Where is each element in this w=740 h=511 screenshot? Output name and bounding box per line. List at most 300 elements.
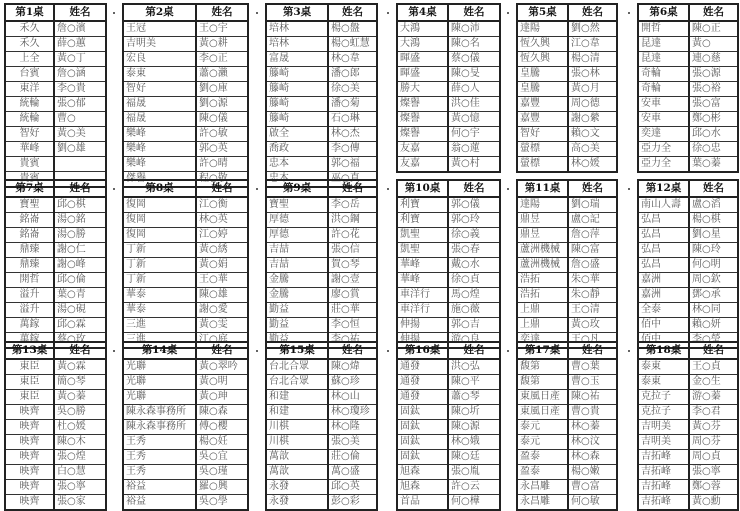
table-row: [397, 273, 500, 288]
table-row: [397, 21, 500, 37]
company-cell: 固鈦: [397, 435, 448, 450]
company-cell: 吉明美: [123, 37, 196, 52]
company-cell: 嘉豐: [517, 97, 568, 112]
guest-name-cell: 王○華: [196, 273, 248, 288]
table-row: [517, 435, 617, 450]
company-cell: 萬歆: [266, 465, 328, 480]
company-cell: 浩拓: [517, 273, 568, 288]
guest-name-cell: 黃○丁: [54, 52, 106, 67]
company-cell: 川棋: [266, 420, 328, 435]
table-row: [266, 82, 377, 97]
table-row: [397, 480, 500, 495]
company-cell: 統輪: [5, 112, 54, 127]
guest-name-cell: 張○源: [689, 67, 738, 82]
table-row: [5, 21, 106, 37]
guest-name-cell: 林○娥: [448, 435, 500, 450]
name-column-header: 姓名: [568, 4, 617, 21]
table-row: [397, 157, 500, 173]
guest-name-cell: 何○宇: [448, 127, 500, 142]
name-column-header: 姓名: [54, 342, 106, 359]
guest-name-cell: 張○信: [328, 243, 377, 258]
table-row: [397, 420, 500, 435]
table-row: [397, 82, 500, 97]
company-cell: 籐崎: [266, 67, 328, 82]
table-row: [5, 127, 106, 142]
table-row: [123, 405, 248, 420]
table-row: [123, 228, 248, 243]
company-cell: 裕益: [123, 480, 196, 495]
company-cell: 貴賓: [5, 172, 54, 188]
company-cell: 映齊: [5, 465, 54, 480]
bullet-dot: [628, 350, 630, 352]
company-cell: 奕達: [638, 127, 689, 142]
table-row: [5, 157, 106, 172]
company-cell: 喬政: [266, 142, 328, 157]
company-cell: 友嘉: [397, 157, 448, 173]
table-row: [638, 67, 738, 82]
guest-name-cell: 潘○郎: [328, 67, 377, 82]
table-8: [122, 179, 249, 349]
table-row: [397, 390, 500, 405]
company-cell: 吉拓峰: [638, 465, 689, 480]
company-cell: 智好: [123, 82, 196, 97]
company-cell: 安車: [638, 97, 689, 112]
guest-name-cell: 石○琳: [328, 112, 377, 127]
company-cell: 勤益: [266, 318, 328, 333]
company-cell: 萬歆: [266, 450, 328, 465]
guest-name-cell: 王○清: [568, 303, 617, 318]
table-row: [397, 258, 500, 273]
company-cell: 永昌雕: [517, 495, 568, 511]
company-cell: 銘崙: [5, 213, 54, 228]
guest-name-cell: 林○汶: [568, 435, 617, 450]
company-cell: 嘉洲: [638, 288, 689, 303]
company-cell: 光聯: [123, 375, 196, 390]
company-cell: 丁新: [123, 273, 196, 288]
guest-name-cell: 張○裕: [689, 82, 738, 97]
table-title: 第13桌: [5, 342, 54, 359]
company-cell: 吉明美: [638, 420, 689, 435]
table-row: [266, 375, 377, 390]
guest-name-cell: 謝○縈: [568, 112, 617, 127]
company-cell: 勝大: [397, 82, 448, 97]
guest-name-cell: 張○郁: [54, 97, 106, 112]
guest-name-cell: 何○明: [689, 258, 738, 273]
table-title: 第6桌: [638, 4, 689, 21]
guest-name-cell: 陳○沛: [448, 21, 500, 37]
guest-name-cell: 黃○蓁: [54, 390, 106, 405]
guest-name-cell: 陳○富: [568, 243, 617, 258]
name-column-header: 姓名: [328, 4, 377, 21]
company-cell: 亞力全: [638, 142, 689, 157]
table-row: [397, 495, 500, 511]
company-cell: 光聯: [123, 390, 196, 405]
company-cell: 蘆洲機械: [517, 258, 568, 273]
guest-name-cell: 程○敬: [196, 172, 248, 188]
table-row: [266, 142, 377, 157]
table-row: [5, 273, 106, 288]
table-row: [397, 435, 500, 450]
table-row: [266, 359, 377, 375]
table-row: [123, 480, 248, 495]
guest-name-cell: 楊○虹慧: [328, 37, 377, 52]
company-cell: 通發: [397, 359, 448, 375]
guest-name-cell: 詹○濱: [54, 21, 106, 37]
guest-name-cell: 劉○星: [689, 228, 738, 243]
guest-name-cell: 楊○棋: [689, 213, 738, 228]
guest-name-cell: 邱○英: [328, 480, 377, 495]
company-cell: 映齊: [5, 420, 54, 435]
table-row: [638, 495, 738, 511]
guest-name-cell: 江○衡: [196, 197, 248, 213]
table-row: [638, 243, 738, 258]
company-cell: 南山人壽: [638, 197, 689, 213]
table-row: [397, 127, 500, 142]
guest-name-cell: 洪○佳: [448, 97, 500, 112]
company-cell: 映齊: [5, 480, 54, 495]
table-row: [517, 480, 617, 495]
table-row: [266, 420, 377, 435]
guest-name-cell: 邱○倫: [54, 273, 106, 288]
table-row: [123, 495, 248, 511]
table-row: [638, 157, 738, 173]
table-row: [397, 303, 500, 318]
company-cell: 映齊: [5, 435, 54, 450]
table-row: [123, 258, 248, 273]
guest-name-cell: 湯○銘: [54, 213, 106, 228]
company-cell: 光聯: [123, 359, 196, 375]
guest-name-cell: 李○貴: [54, 82, 106, 97]
table-row: [5, 228, 106, 243]
guest-name-cell: 林○媛: [568, 157, 617, 173]
name-column-header: 姓名: [196, 342, 248, 359]
table-4: [396, 3, 501, 173]
guest-name-cell: 傅○櫻: [196, 420, 248, 435]
table-row: [123, 375, 248, 390]
guest-name-cell: 周○芬: [689, 435, 738, 450]
company-cell: 嘉洲: [638, 273, 689, 288]
table-row: [123, 67, 248, 82]
guest-name-cell: 謝○峰: [54, 258, 106, 273]
guest-name-cell: 金○生: [689, 375, 738, 390]
company-cell: 福晟: [123, 112, 196, 127]
guest-name-cell: 蔡○儀: [448, 52, 500, 67]
table-row: [5, 450, 106, 465]
company-cell: 暉盛: [397, 67, 448, 82]
guest-name-cell: 郭○儀: [448, 197, 500, 213]
company-cell: 旭森: [397, 480, 448, 495]
company-cell: 上全: [5, 52, 54, 67]
company-cell: 全泰: [638, 303, 689, 318]
guest-name-cell: 郭○英: [196, 142, 248, 157]
bullet-dot: [113, 188, 115, 190]
guest-name-cell: 黃○明: [196, 375, 248, 390]
company-cell: 上鼎: [517, 303, 568, 318]
table-row: [397, 112, 500, 127]
bullet-dot: [628, 12, 630, 14]
guest-name-cell: 陳○森: [196, 405, 248, 420]
guest-name-cell: 薛○人: [448, 82, 500, 97]
guest-name-cell: 鄧○承: [689, 288, 738, 303]
company-cell: 銘崙: [5, 228, 54, 243]
table-row: [123, 37, 248, 52]
guest-name-cell: 黃○翠吟: [196, 359, 248, 375]
company-cell: 啟全: [266, 127, 328, 142]
table-row: [638, 465, 738, 480]
name-column-header: 姓名: [54, 180, 106, 197]
company-cell: 奇輪: [638, 82, 689, 97]
guest-name-cell: 楊○清: [568, 52, 617, 67]
table-row: [397, 359, 500, 375]
table-row: [5, 495, 106, 511]
table-row: [638, 420, 738, 435]
company-cell: 映齊: [5, 450, 54, 465]
guest-name-cell: 許○晴: [196, 157, 248, 172]
table-row: [123, 318, 248, 333]
guest-name-cell: 邱○棋: [54, 197, 106, 213]
guest-name-cell: 黃○綉: [196, 243, 248, 258]
table-row: [5, 435, 106, 450]
table-row: [5, 303, 106, 318]
guest-name-cell: 江○庭: [196, 333, 248, 349]
table-row: [5, 82, 106, 97]
table-row: [517, 142, 617, 157]
guest-name-cell: 黃○霖: [54, 359, 106, 375]
guest-name-cell: 謝○愛: [196, 303, 248, 318]
guest-name-cell: 翁○蓮: [448, 142, 500, 157]
table-row: [123, 52, 248, 67]
company-cell: 華峰: [397, 273, 448, 288]
guest-name-cell: 吳○勝: [54, 405, 106, 420]
table-row: [5, 465, 106, 480]
company-cell: 泰元: [517, 420, 568, 435]
company-cell: 復岡: [123, 213, 196, 228]
table-row: [123, 390, 248, 405]
table-row: [266, 97, 377, 112]
table-row: [266, 21, 377, 37]
company-cell: 台賓: [5, 67, 54, 82]
guest-name-cell: 鄭○蓉: [689, 480, 738, 495]
table-row: [266, 273, 377, 288]
guest-name-cell: 陳○雄: [196, 288, 248, 303]
company-cell: 暉盛: [397, 52, 448, 67]
guest-name-cell: 潘○菊: [328, 97, 377, 112]
company-cell: 厚德: [266, 228, 328, 243]
table-row: [517, 450, 617, 465]
company-cell: 車洋行: [397, 288, 448, 303]
guest-name-cell: 楊○妊: [196, 435, 248, 450]
company-cell: 凱聖: [397, 228, 448, 243]
table-row: [266, 435, 377, 450]
table-row: [517, 405, 617, 420]
guest-name-cell: 曹○玉: [568, 375, 617, 390]
table-row: [517, 97, 617, 112]
company-cell: 伸揚: [397, 333, 448, 349]
company-cell: 弘昌: [638, 243, 689, 258]
guest-name-cell: 曹○富: [568, 480, 617, 495]
name-column-header: 姓名: [54, 4, 106, 21]
company-cell: 馥第: [517, 375, 568, 390]
guest-name-cell: 施○薇: [448, 303, 500, 318]
guest-name-cell: 張○家: [54, 495, 106, 511]
table-row: [638, 359, 738, 375]
name-column-header: 姓名: [568, 180, 617, 197]
name-column-header: 姓名: [448, 342, 500, 359]
table-17: [516, 341, 618, 511]
table-row: [517, 112, 617, 127]
table-row: [397, 213, 500, 228]
company-cell: 永昌雕: [517, 480, 568, 495]
company-cell: 友嘉: [397, 142, 448, 157]
guest-name-cell: 李○恒: [328, 318, 377, 333]
table-row: [517, 197, 617, 213]
company-cell: 鼎臻: [5, 258, 54, 273]
table-row: [5, 375, 106, 390]
guest-name-cell: 巫○真: [328, 172, 377, 188]
guest-name-cell: 郭○吉: [448, 318, 500, 333]
company-cell: 大鴻: [397, 21, 448, 37]
company-cell: 昆達: [638, 37, 689, 52]
guest-name-cell: 陳○玲: [689, 243, 738, 258]
company-cell: 固鈦: [397, 405, 448, 420]
company-cell: 旭森: [397, 465, 448, 480]
guest-name-cell: 李○祐: [328, 333, 377, 349]
company-cell: 泰東: [638, 375, 689, 390]
company-cell: 復岡: [123, 228, 196, 243]
guest-name-cell: 徐○忠: [689, 142, 738, 157]
company-cell: 丁新: [123, 258, 196, 273]
company-cell: 忠本: [266, 172, 328, 188]
company-cell: 勤益: [266, 333, 328, 349]
bullet-dot: [387, 350, 389, 352]
table-row: [517, 67, 617, 82]
table-title: 第10桌: [397, 180, 448, 197]
table-row: [5, 97, 106, 112]
table-row: [638, 37, 738, 52]
table-row: [397, 405, 500, 420]
company-cell: 東風日產: [517, 390, 568, 405]
table-13: [4, 341, 107, 511]
guest-name-cell: 林○同: [689, 303, 738, 318]
table-title: 第11桌: [517, 180, 568, 197]
table-row: [123, 450, 248, 465]
guest-name-cell: 莊○倫: [328, 450, 377, 465]
guest-name-cell: 謝○壹: [328, 273, 377, 288]
guest-name-cell: 朱○華: [568, 273, 617, 288]
guest-name-cell: 白○慧: [54, 465, 106, 480]
guest-name-cell: 廖○賞: [328, 288, 377, 303]
guest-name-cell: 陳○儀: [196, 112, 248, 127]
company-cell: 弘昌: [638, 213, 689, 228]
company-cell: 台北合眾: [266, 359, 328, 375]
guest-name-cell: 賴○妍: [689, 318, 738, 333]
company-cell: 開哲: [5, 273, 54, 288]
table-row: [638, 213, 738, 228]
guest-name-cell: 林○韋: [328, 52, 377, 67]
company-cell: 萬鎵: [5, 318, 54, 333]
guest-name-cell: 黃○珅: [196, 390, 248, 405]
table-6: [637, 3, 739, 173]
company-cell: 宏良: [123, 52, 196, 67]
table-row: [517, 258, 617, 273]
guest-name-cell: 曹○: [54, 112, 106, 127]
table-row: [638, 390, 738, 405]
table-row: [397, 450, 500, 465]
table-row: [123, 213, 248, 228]
company-cell: 佰中: [638, 318, 689, 333]
table-row: [266, 127, 377, 142]
company-cell: 鼎昱: [517, 213, 568, 228]
table-row: [123, 127, 248, 142]
guest-name-cell: 吳○瑾: [196, 465, 248, 480]
guest-name-cell: 盧○記: [568, 213, 617, 228]
company-cell: 克拉子: [638, 390, 689, 405]
company-cell: 三進: [123, 333, 196, 349]
table-row: [123, 21, 248, 37]
company-cell: 吉明美: [638, 435, 689, 450]
table-9: [265, 179, 378, 349]
table-row: [5, 197, 106, 213]
table-title: 第8桌: [123, 180, 196, 197]
table-row: [397, 318, 500, 333]
guest-name-cell: 詹○盛: [568, 258, 617, 273]
company-cell: 恆久興: [517, 52, 568, 67]
company-cell: 吉喆: [266, 258, 328, 273]
company-cell: 金騰: [266, 273, 328, 288]
table-12: [637, 179, 739, 349]
guest-name-cell: 黃○: [689, 37, 738, 52]
company-cell: 凱聖: [397, 243, 448, 258]
company-cell: 丁新: [123, 243, 196, 258]
guest-name-cell: 黃○雯: [196, 318, 248, 333]
table-row: [397, 37, 500, 52]
name-column-header: 姓名: [568, 342, 617, 359]
guest-name-cell: 何○敏: [568, 495, 617, 511]
company-cell: 禾久: [5, 37, 54, 52]
guest-name-cell: 林○杰: [328, 127, 377, 142]
guest-name-cell: 黃○村: [448, 157, 500, 173]
guest-name-cell: 徐○貞: [448, 273, 500, 288]
bullet-dot: [387, 12, 389, 14]
table-5: [516, 3, 618, 173]
guest-name-cell: 林○山: [328, 390, 377, 405]
company-cell: 奇輪: [638, 67, 689, 82]
company-cell: 吉拓峰: [638, 450, 689, 465]
table-row: [123, 420, 248, 435]
table-7: [4, 179, 107, 349]
table-row: [266, 405, 377, 420]
guest-name-cell: 洪○鋼: [328, 213, 377, 228]
guest-name-cell: 江○韋: [568, 37, 617, 52]
table-row: [638, 303, 738, 318]
guest-name-cell: 林○森: [568, 450, 617, 465]
table-row: [5, 480, 106, 495]
table-title: 第14桌: [123, 342, 196, 359]
table-row: [266, 390, 377, 405]
company-cell: 亞力全: [638, 157, 689, 173]
guest-name-cell: 邱○霖: [54, 318, 106, 333]
guest-name-cell: 游○良: [448, 333, 500, 349]
table-row: [517, 21, 617, 37]
company-cell: 貴賓: [5, 157, 54, 172]
company-cell: 固鈦: [397, 450, 448, 465]
guest-name-cell: 葉○青: [54, 288, 106, 303]
company-cell: 弘昌: [638, 258, 689, 273]
company-cell: 蘆洲機械: [517, 243, 568, 258]
guest-name-cell: 黃○娟: [196, 258, 248, 273]
guest-name-cell: 連○慈: [689, 52, 738, 67]
guest-name-cell: 曹○貴: [568, 405, 617, 420]
